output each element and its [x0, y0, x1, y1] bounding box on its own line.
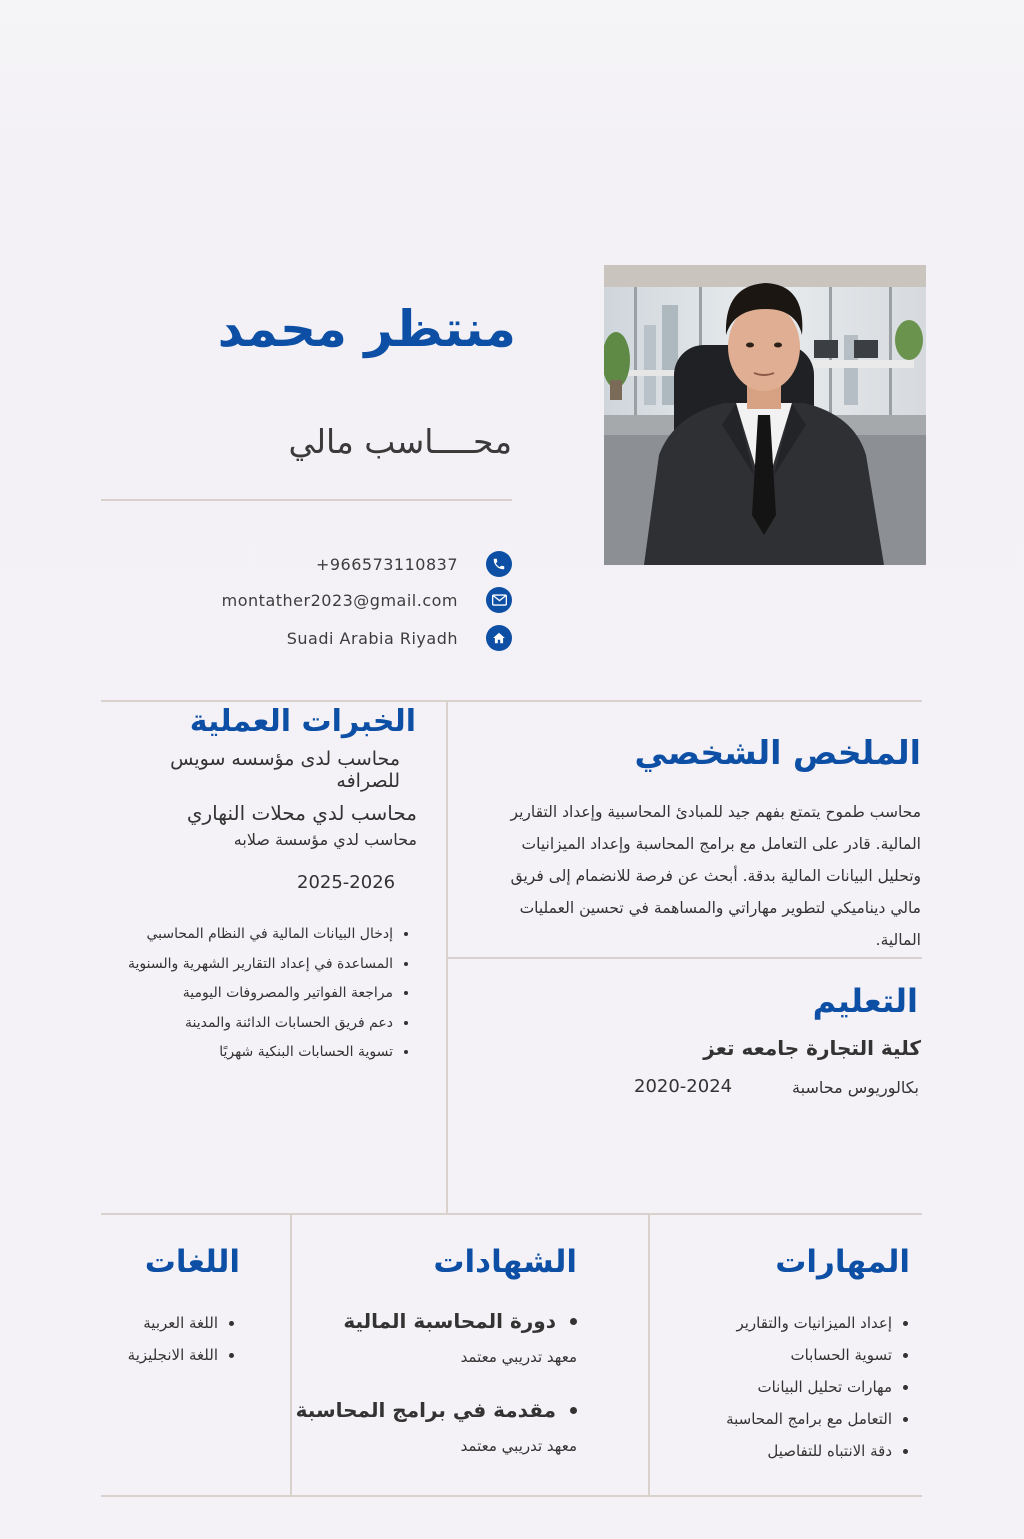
section-divider-footer: [101, 1495, 922, 1497]
summary-heading: الملخص الشخصي: [634, 733, 921, 772]
profile-photo: [604, 265, 926, 565]
skills-heading: المهارات: [775, 1244, 910, 1280]
section-divider-bottom: [101, 1213, 922, 1215]
experience-years: 2025-2026: [297, 872, 396, 893]
column-divider-skills: [648, 1214, 650, 1496]
experience-role: محاسب لدى مؤسسه سويس للصرافه: [170, 748, 400, 792]
skills-list: [726, 1307, 914, 1467]
contact-address-row: [287, 624, 512, 652]
experience-heading: الخبرات العملية: [189, 704, 416, 739]
phone-icon: [486, 551, 512, 577]
list-item: • اللغة الانجليزية: [128, 1339, 218, 1371]
education-degree: بكالوريوس محاسبة: [792, 1078, 919, 1097]
list-item: • تسوية الحسابات: [726, 1339, 892, 1371]
list-item: • اللغة العربية: [128, 1307, 218, 1339]
email-icon: [486, 587, 512, 613]
contact-email-row: [222, 586, 512, 614]
list-item: • مراجعة الفواتير والمصروفات اليومية: [128, 979, 393, 1009]
summary-text: محاسب طموح يتمتع بفهم جيد للمبادئ المحاسبية وإعداد التقارير المالية. قادر على التعامل مع برامج المحاسبة وإعداد الميزانيات وتحليل البيانات المالية بدقة. أبحث عن فرصة للانضمام إلى فريق مالي ديناميكي لتطوير مهاراتي والمساهمة في تحسين العمليات المالية.: [510, 803, 921, 949]
languages-heading: اللغات: [144, 1244, 240, 1280]
contact-phone-row: [316, 550, 512, 578]
list-item: • إعداد الميزانيات والتقارير: [726, 1307, 892, 1339]
languages-list: [128, 1307, 240, 1371]
list-item: • دقة الانتباه للتفاصيل: [726, 1435, 892, 1467]
certificate-item: [296, 1398, 577, 1455]
contact-email[interactable]: montather2023@gmail.com: [221, 590, 458, 610]
candidate-name: منتظر محمد: [217, 300, 516, 358]
education-heading: التعليم: [812, 982, 918, 1020]
list-item: • المساعدة في إعداد التقارير الشهرية والسنوية: [128, 950, 393, 980]
profile-photo-illustration: [604, 265, 926, 565]
contact-address: Suadi Arabia Riyadh: [286, 628, 458, 648]
experience-role: محاسب لدي محلات النهاري: [186, 801, 417, 825]
home-icon: [486, 625, 512, 651]
certificate-title-row: [343, 1309, 577, 1333]
list-item: • التعامل مع برامج المحاسبة: [726, 1403, 892, 1435]
job-title: محــــاسب مالي: [288, 422, 512, 461]
list-item: • إدخال البيانات المالية في النظام المحاسبي: [128, 920, 393, 950]
section-divider-education: [447, 957, 922, 959]
column-divider-languages: [290, 1214, 292, 1496]
certificate-issuer: معهد تدريبي معتمد: [460, 1437, 577, 1455]
bullet-icon: [570, 1318, 577, 1325]
certificate-title-row: [296, 1398, 577, 1422]
list-item: • دعم فريق الحسابات الدائنة والمدينة: [128, 1009, 393, 1039]
list-item: • تسوية الحسابات البنكية شهريًا: [128, 1038, 393, 1068]
experience-role: محاسب لدي مؤسسة صلابه: [233, 830, 417, 849]
education-school: كلية التجارة جامعه تعز: [703, 1036, 921, 1060]
certificate-item: [343, 1309, 577, 1366]
experience-duties-list: [128, 920, 415, 1068]
certificates-heading: الشهادات: [433, 1244, 577, 1280]
certificate-title: مقدمة في برامج المحاسبة: [295, 1398, 556, 1422]
bullet-icon: [570, 1407, 577, 1414]
contact-phone[interactable]: +966573110837: [315, 554, 458, 574]
certificate-issuer: معهد تدريبي معتمد: [460, 1348, 577, 1366]
certificate-title: دورة المحاسبة المالية: [343, 1309, 556, 1333]
section-divider-top: [101, 700, 922, 702]
header-divider: [101, 499, 512, 501]
education-years: 2020-2024: [634, 1076, 733, 1097]
list-item: • مهارات تحليل البيانات: [726, 1371, 892, 1403]
